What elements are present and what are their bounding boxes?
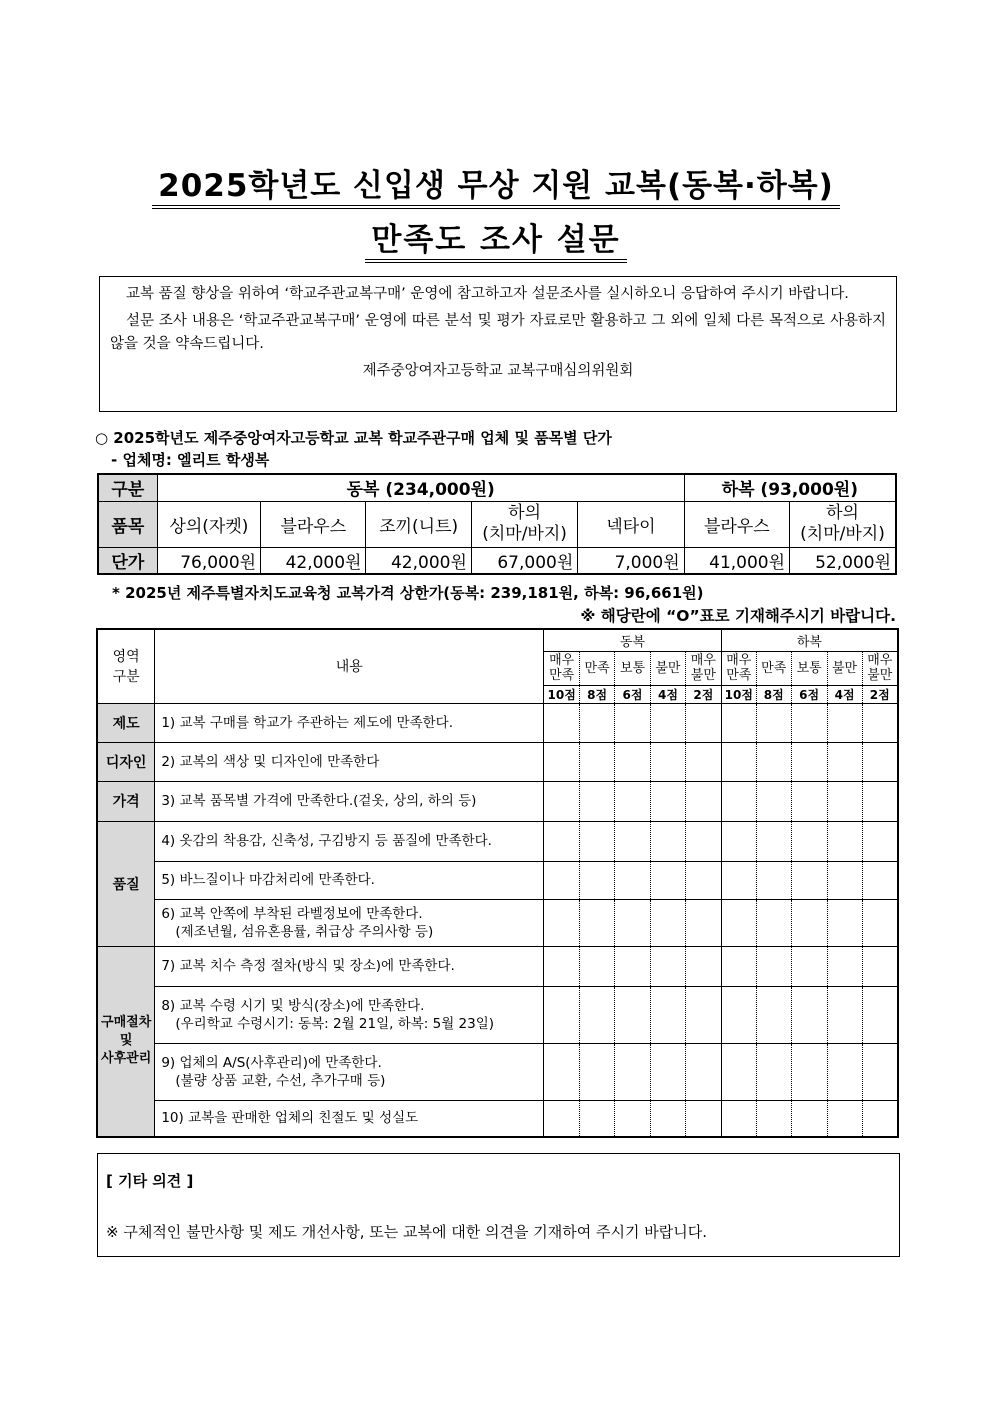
rating-answer-cell[interactable] (827, 1100, 862, 1137)
rating-answer-cell[interactable] (544, 899, 580, 946)
rating-option-top: 매우 (690, 653, 716, 668)
rating-answer-cell[interactable] (827, 986, 862, 1043)
rating-answer-cell[interactable] (615, 1043, 651, 1100)
survey-question-row (97, 703, 898, 742)
rating-answer-cell[interactable] (580, 1043, 615, 1100)
rating-answer-cell[interactable] (685, 742, 721, 781)
survey-question-row (97, 781, 898, 821)
rating-answer-cell[interactable] (827, 861, 862, 899)
rating-answer-cell[interactable] (827, 899, 862, 946)
question-text: 8) 교복 수령 시기 및 방식(장소)에 만족한다. (161, 997, 425, 1014)
survey-question (155, 742, 544, 781)
intro-paragraph-2: 설문 조사 내용은 ‘학교주관교복구매’ 운영에 따른 분석 및 평가 자료로만 활용하고 그 외에 일체 다른 목적으로 사용하지 않을 것을 약속드립니다. (110, 313, 886, 352)
rating-answer-cell[interactable] (862, 821, 898, 861)
rating-answer-cell[interactable] (544, 861, 580, 899)
rating-answer-cell[interactable] (650, 1043, 685, 1100)
rating-answer-cell[interactable] (650, 899, 685, 946)
rating-option-top: 보통 (619, 660, 646, 676)
question-text: 1) 교복 구매를 학교가 주관하는 제도에 만족한다. (161, 714, 454, 731)
rating-answer-cell[interactable] (827, 742, 862, 781)
rating-answer-cell[interactable] (756, 899, 791, 946)
survey-question (155, 1100, 544, 1137)
item-name-top: 하의 (508, 503, 541, 523)
rating-answer-cell[interactable] (580, 742, 615, 781)
price-header-winter: 동복 (234,000원) (157, 474, 684, 501)
rating-answer-cell[interactable] (650, 742, 685, 781)
survey-question (155, 1043, 544, 1100)
rating-answer-cell[interactable] (862, 742, 898, 781)
item-price: 42,000원 (261, 547, 366, 574)
price-table (97, 473, 897, 575)
rating-answer-cell[interactable] (615, 821, 651, 861)
rating-option-top: 불만 (832, 660, 858, 676)
rating-option-header (827, 651, 862, 685)
rating-answer-cell[interactable] (580, 986, 615, 1043)
item-price: 52,000원 (790, 547, 896, 574)
rating-answer-cell[interactable] (827, 821, 862, 861)
item-name-bottom: (치마/바지) (800, 524, 885, 544)
rating-answer-cell[interactable] (615, 742, 651, 781)
page-title (0, 160, 992, 205)
rating-answer-cell[interactable] (791, 821, 827, 861)
survey-question (155, 899, 544, 946)
rating-answer-cell[interactable] (580, 821, 615, 861)
item-name: 상의(자켓) (157, 501, 260, 547)
rating-answer-cell[interactable] (756, 821, 791, 861)
item-name: 조끼(니트) (366, 501, 471, 547)
price-label-price: 단가 (98, 547, 157, 574)
rating-answer-cell[interactable] (862, 781, 898, 821)
price-header-summer: 하복 (93,000원) (684, 474, 896, 501)
rating-option-top: 보통 (796, 660, 822, 676)
question-text: 7) 교복 치수 측정 절차(방식 및 장소)에 만족한다. (161, 958, 455, 974)
survey-area-design: 디자인 (97, 742, 155, 781)
rating-points: 8점 (580, 685, 615, 703)
rating-answer-cell[interactable] (791, 742, 827, 781)
title-line1: 2025학년도 신입생 무상 지원 교복(동복·하복) (152, 168, 840, 209)
vendor-name: - 업체명: 엘리트 학생복 (111, 451, 270, 469)
rating-answer-cell[interactable] (580, 1100, 615, 1137)
rating-answer-cell[interactable] (791, 899, 827, 946)
header-area (97, 629, 155, 703)
item-name: 넥타이 (578, 501, 684, 547)
rating-answer-cell[interactable] (615, 1100, 651, 1137)
rating-option-header (791, 651, 827, 685)
rating-answer-cell[interactable] (756, 781, 791, 821)
survey-question (155, 986, 544, 1043)
rating-answer-cell[interactable] (756, 1100, 791, 1137)
rating-answer-cell[interactable] (650, 1100, 685, 1137)
question-text: 4) 옷감의 착용감, 신축성, 구김방지 등 품질에 만족한다. (161, 833, 492, 849)
rating-points: 6점 (615, 685, 651, 703)
survey-area-purchase (97, 946, 155, 1137)
rating-option-top: 매우 (549, 653, 575, 668)
item-name: 블라우스 (684, 501, 789, 547)
rating-answer-cell[interactable] (721, 1043, 756, 1100)
rating-answer-cell[interactable] (544, 986, 580, 1043)
rating-option-top: 매우 (726, 653, 752, 668)
rating-answer-cell[interactable] (615, 986, 651, 1043)
item-price: 7,000원 (578, 547, 684, 574)
survey-question-row (97, 861, 898, 899)
rating-answer-cell[interactable] (650, 861, 685, 899)
intro-box (99, 276, 897, 412)
rating-answer-cell[interactable] (685, 946, 721, 986)
intro-paragraph-1: 교복 품질 향상을 위하여 ‘학교주관교복구매’ 운영에 참고하고자 설문조사를 실시하오니 응답하여 주시기 바랍니다. (126, 286, 849, 302)
rating-answer-cell[interactable] (685, 1043, 721, 1100)
rating-answer-cell[interactable] (544, 946, 580, 986)
rating-answer-cell[interactable] (791, 946, 827, 986)
rating-points: 2점 (685, 685, 721, 703)
rating-answer-cell[interactable] (791, 781, 827, 821)
rating-answer-cell[interactable] (791, 703, 827, 742)
rating-answer-cell[interactable] (650, 986, 685, 1043)
survey-area-label: 사후관리 (101, 1051, 152, 1067)
question-subtext: (제조년월, 섬유혼용률, 취급상 주의사항 등) (175, 923, 434, 940)
rating-answer-cell[interactable] (685, 861, 721, 899)
rating-answer-cell[interactable] (862, 1043, 898, 1100)
section-heading: ○ 2025학년도 제주중앙여자고등학교 교복 학교주관구매 업체 및 품목별 단가 (95, 429, 612, 447)
rating-option-header (615, 651, 651, 685)
rating-option-header (544, 651, 580, 685)
survey-area-label: 및 (119, 1033, 133, 1049)
rating-answer-cell[interactable] (721, 1100, 756, 1137)
item-price: 42,000원 (366, 547, 471, 574)
other-comments-heading: [ 기타 의견 ] (106, 1172, 194, 1190)
rating-option-bottom: 불만 (867, 668, 893, 683)
rating-answer-cell[interactable] (721, 742, 756, 781)
rating-option-header (580, 651, 615, 685)
rating-answer-cell[interactable] (580, 781, 615, 821)
rating-answer-cell[interactable] (756, 861, 791, 899)
item-name: 블라우스 (261, 501, 366, 547)
rating-answer-cell[interactable] (685, 703, 721, 742)
question-subtext: (불량 상품 교환, 수선, 추가구매 등) (175, 1072, 386, 1089)
rating-points: 8점 (756, 685, 791, 703)
rating-answer-cell[interactable] (615, 899, 651, 946)
survey-area-price: 가격 (97, 781, 155, 821)
rating-option-bottom: 만족 (549, 668, 575, 683)
survey-question-row (97, 821, 898, 861)
rating-answer-cell[interactable] (721, 946, 756, 986)
rating-option-header (721, 651, 756, 685)
rating-answer-cell[interactable] (544, 742, 580, 781)
rating-answer-cell[interactable] (827, 703, 862, 742)
item-name (471, 501, 577, 547)
rating-answer-cell[interactable] (580, 861, 615, 899)
rating-answer-cell[interactable] (756, 703, 791, 742)
rating-option-top: 만족 (584, 660, 610, 676)
rating-option-top: 불만 (655, 660, 681, 676)
survey-area-quality: 품질 (97, 821, 155, 946)
question-subtext: (우리학교 수령시기: 동복: 2월 21일, 하복: 5월 23일) (175, 1015, 495, 1032)
rating-answer-cell[interactable] (827, 946, 862, 986)
question-text: 5) 바느질이나 마감처리에 만족한다. (161, 872, 375, 888)
price-label-item: 품목 (98, 501, 157, 547)
rating-answer-cell[interactable] (721, 861, 756, 899)
item-price: 76,000원 (157, 547, 260, 574)
survey-question (155, 821, 544, 861)
rating-option-top: 만족 (761, 660, 787, 676)
question-text: 10) 교복을 판매한 업체의 친절도 및 성실도 (161, 1110, 419, 1127)
rating-answer-cell[interactable] (862, 946, 898, 986)
rating-answer-cell[interactable] (827, 781, 862, 821)
rating-answer-cell[interactable] (544, 821, 580, 861)
rating-answer-cell[interactable] (862, 1100, 898, 1137)
rating-answer-cell[interactable] (580, 946, 615, 986)
survey-question (155, 946, 544, 986)
rating-answer-cell[interactable] (756, 946, 791, 986)
rating-answer-cell[interactable] (756, 1043, 791, 1100)
rating-answer-cell[interactable] (580, 899, 615, 946)
rating-answer-cell[interactable] (721, 899, 756, 946)
header-winter: 동복 (544, 629, 722, 651)
rating-answer-cell[interactable] (862, 861, 898, 899)
rating-points: 10점 (544, 685, 580, 703)
rating-answer-cell[interactable] (615, 946, 651, 986)
page-subtitle (0, 214, 992, 259)
rating-answer-cell[interactable] (650, 946, 685, 986)
rating-option-bottom: 만족 (726, 668, 752, 683)
rating-answer-cell[interactable] (685, 781, 721, 821)
price-cap-note: * 2025년 제주특별자치도교육청 교복가격 상한가(동복: 239,181원, 하복: 96,661원) (112, 584, 704, 602)
rating-option-top: 매우 (867, 653, 893, 668)
rating-option-header (862, 651, 898, 685)
rating-answer-cell[interactable] (544, 703, 580, 742)
rating-points: 10점 (721, 685, 756, 703)
rating-points: 6점 (791, 685, 827, 703)
rating-points: 4점 (827, 685, 862, 703)
survey-question-row (97, 899, 898, 946)
survey-question-row (97, 946, 898, 986)
survey-question (155, 703, 544, 742)
item-price: 67,000원 (471, 547, 577, 574)
rating-answer-cell[interactable] (791, 986, 827, 1043)
item-name (790, 501, 896, 547)
rating-answer-cell[interactable] (685, 899, 721, 946)
rating-points: 2점 (862, 685, 898, 703)
question-text: 9) 업체의 A/S(사후관리)에 만족한다. (161, 1054, 382, 1071)
rating-answer-cell[interactable] (650, 703, 685, 742)
rating-answer-cell[interactable] (827, 1043, 862, 1100)
rating-answer-cell[interactable] (615, 703, 651, 742)
survey-question-row (97, 986, 898, 1043)
survey-question-row (97, 1100, 898, 1137)
header-area-bottom: 구분 (112, 669, 140, 686)
rating-answer-cell[interactable] (756, 986, 791, 1043)
rating-option-bottom: 불만 (690, 668, 716, 683)
rating-answer-cell[interactable] (756, 742, 791, 781)
rating-answer-cell[interactable] (544, 1043, 580, 1100)
rating-answer-cell[interactable] (685, 1100, 721, 1137)
instruction-note: ※ 해당란에 “O”표로 기재해주시기 바랍니다. (580, 607, 896, 625)
question-text: 6) 교복 안쪽에 부착된 라벨정보에 만족한다. (161, 905, 423, 922)
rating-answer-cell[interactable] (685, 986, 721, 1043)
rating-answer-cell[interactable] (721, 781, 756, 821)
survey-area-label: 구매절차 (101, 1015, 152, 1031)
survey-question (155, 781, 544, 821)
rating-answer-cell[interactable] (721, 986, 756, 1043)
rating-answer-cell[interactable] (862, 899, 898, 946)
rating-answer-cell[interactable] (721, 821, 756, 861)
rating-answer-cell[interactable] (862, 703, 898, 742)
rating-answer-cell[interactable] (615, 861, 651, 899)
header-summer: 하복 (721, 629, 898, 651)
item-name-bottom: (치마/바지) (482, 524, 567, 544)
rating-answer-cell[interactable] (862, 986, 898, 1043)
rating-answer-cell[interactable] (791, 1043, 827, 1100)
rating-points: 4점 (650, 685, 685, 703)
header-area-top: 영역 (112, 649, 140, 666)
survey-question (155, 861, 544, 899)
rating-answer-cell[interactable] (791, 1100, 827, 1137)
other-comments-box[interactable] (97, 1153, 900, 1257)
question-text: 2) 교복의 색상 및 디자인에 만족한다 (161, 753, 380, 770)
intro-organization: 제주중앙여자고등학교 교복구매심의위원회 (362, 363, 634, 379)
rating-answer-cell[interactable] (544, 781, 580, 821)
rating-answer-cell[interactable] (685, 821, 721, 861)
rating-answer-cell[interactable] (650, 781, 685, 821)
rating-option-header (650, 651, 685, 685)
other-comments-instruction: ※ 구체적인 불만사항 및 제도 개선사항, 또는 교복에 대한 의견을 기재하여 주시기 바랍니다. (106, 1223, 707, 1241)
price-header-category: 구분 (98, 474, 157, 501)
survey-area-system: 제도 (97, 703, 155, 742)
rating-answer-cell[interactable] (791, 861, 827, 899)
item-price: 41,000원 (684, 547, 789, 574)
survey-table (96, 628, 899, 1138)
rating-answer-cell[interactable] (544, 1100, 580, 1137)
rating-option-header (685, 651, 721, 685)
rating-answer-cell[interactable] (615, 781, 651, 821)
item-name-top: 하의 (826, 503, 859, 523)
header-content: 내용 (155, 629, 544, 703)
rating-answer-cell[interactable] (580, 703, 615, 742)
survey-question-row (97, 742, 898, 781)
title-line2: 만족도 조사 설문 (365, 222, 626, 263)
rating-answer-cell[interactable] (721, 703, 756, 742)
rating-option-header (756, 651, 791, 685)
rating-answer-cell[interactable] (650, 821, 685, 861)
survey-question-row (97, 1043, 898, 1100)
question-text: 3) 교복 품목별 가격에 만족한다.(겉옷, 상의, 하의 등) (161, 793, 477, 809)
